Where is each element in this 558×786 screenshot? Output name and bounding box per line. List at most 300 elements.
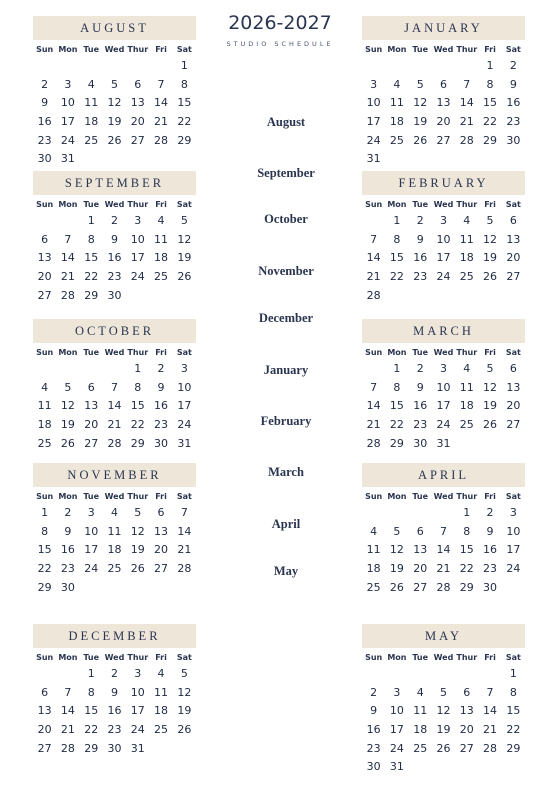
weekday-label: Sat — [505, 653, 521, 662]
day-cell: 29 — [84, 288, 99, 302]
weekday-header — [362, 653, 525, 662]
week-row — [362, 579, 525, 598]
day-cell — [126, 287, 149, 306]
day-cell — [362, 360, 385, 379]
day-cell: 27 — [506, 418, 521, 432]
day-cell — [362, 665, 385, 684]
week-row — [33, 249, 196, 268]
day-cell: 17 — [84, 543, 99, 557]
month-grid — [33, 665, 196, 758]
day-cell: 31 — [436, 436, 451, 450]
week-row — [362, 684, 525, 703]
weekday-label: Fri — [155, 348, 167, 357]
day-cell: 26 — [107, 133, 122, 147]
day-cell: 18 — [154, 704, 169, 718]
weekday-label: Tue — [83, 200, 100, 209]
day-cell: 4 — [370, 524, 378, 538]
month-header: AUGUST — [33, 16, 196, 40]
day-cell: 19 — [483, 251, 498, 265]
day-cell: 4 — [416, 685, 424, 699]
day-cell: 17 — [506, 543, 521, 557]
day-cell: 30 — [366, 760, 381, 774]
day-cell: 27 — [130, 133, 145, 147]
day-cell: 23 — [413, 418, 428, 432]
week-row — [362, 113, 525, 132]
day-cell: 22 — [459, 562, 474, 576]
day-cell — [56, 360, 79, 379]
day-cell: 23 — [107, 723, 122, 737]
weekday-label: Thur — [127, 653, 149, 662]
day-cell: 9 — [486, 524, 494, 538]
day-cell: 14 — [366, 399, 381, 413]
day-cell — [478, 435, 501, 454]
schedule-item-february: February — [260, 414, 312, 428]
day-cell: 19 — [107, 115, 122, 129]
weekday-label: Thur — [456, 200, 478, 209]
day-cell: 3 — [134, 214, 142, 227]
day-cell: 2 — [41, 77, 49, 91]
day-cell: 11 — [459, 232, 474, 246]
day-cell: 12 — [483, 380, 498, 394]
day-cell: 25 — [459, 270, 474, 284]
day-cell: 1 — [180, 59, 188, 72]
day-cell — [362, 504, 385, 523]
day-cell: 10 — [436, 380, 451, 394]
week-row — [33, 268, 196, 287]
weekday-label: Mon — [58, 45, 78, 54]
day-cell — [478, 287, 501, 306]
month-header: MAY — [362, 624, 525, 648]
day-cell — [385, 150, 408, 169]
day-cell: 25 — [366, 580, 381, 594]
day-cell: 7 — [110, 380, 118, 394]
week-row — [33, 684, 196, 703]
day-cell — [149, 740, 172, 759]
day-cell: 12 — [107, 96, 122, 110]
day-cell: 28 — [107, 436, 122, 450]
week-row — [33, 523, 196, 542]
week-row — [362, 397, 525, 416]
day-cell — [362, 212, 385, 231]
day-cell: 27 — [37, 288, 52, 302]
weekday-label: Fri — [155, 653, 167, 662]
day-cell — [502, 150, 525, 169]
week-row — [362, 94, 525, 113]
day-cell: 30 — [37, 152, 52, 166]
month-header: JANUARY — [362, 16, 525, 40]
day-cell: 24 — [60, 133, 75, 147]
day-cell: 6 — [463, 685, 471, 699]
weekday-label: Fri — [484, 492, 496, 501]
weekday-label: Thur — [127, 200, 149, 209]
day-cell — [385, 287, 408, 306]
day-cell: 30 — [107, 288, 122, 302]
day-cell: 9 — [110, 685, 118, 699]
day-cell: 18 — [389, 115, 404, 129]
day-cell: 15 — [506, 704, 521, 718]
day-cell: 26 — [436, 741, 451, 755]
day-cell: 25 — [413, 741, 428, 755]
day-cell: 16 — [107, 704, 122, 718]
day-cell: 12 — [413, 96, 428, 110]
day-cell: 20 — [413, 562, 428, 576]
day-cell — [409, 504, 432, 523]
day-cell: 8 — [87, 685, 95, 699]
weekday-label: Sat — [505, 200, 521, 209]
day-cell: 8 — [393, 380, 401, 394]
day-cell: 17 — [130, 251, 145, 265]
week-row — [33, 132, 196, 151]
day-cell: 3 — [439, 362, 447, 375]
day-cell: 20 — [37, 270, 52, 284]
day-cell — [478, 150, 501, 169]
week-row — [33, 579, 196, 598]
week-row — [33, 287, 196, 306]
day-cell — [409, 758, 432, 777]
day-cell: 1 — [41, 506, 49, 519]
weekday-label: Sun — [365, 45, 383, 54]
day-cell — [409, 665, 432, 684]
day-cell: 5 — [486, 362, 494, 375]
weekday-label: Sun — [36, 492, 54, 501]
weekday-label: Sun — [36, 200, 54, 209]
day-cell: 1 — [134, 362, 142, 375]
week-row — [362, 435, 525, 454]
day-cell — [385, 665, 408, 684]
day-cell: 10 — [366, 96, 381, 110]
week-row — [362, 758, 525, 777]
month-header: DECEMBER — [33, 624, 196, 648]
day-cell: 25 — [84, 133, 99, 147]
day-cell: 27 — [459, 741, 474, 755]
weekday-label: Thur — [456, 348, 478, 357]
day-cell: 11 — [154, 232, 169, 246]
day-cell: 7 — [486, 685, 494, 699]
day-cell: 5 — [439, 685, 447, 699]
day-cell: 30 — [107, 741, 122, 755]
calendar-december — [33, 624, 196, 758]
day-cell: 26 — [413, 133, 428, 147]
week-row — [33, 740, 196, 759]
day-cell: 3 — [393, 685, 401, 699]
day-cell — [33, 57, 56, 76]
day-cell: 5 — [134, 506, 142, 519]
weekday-label: Mon — [58, 492, 78, 501]
week-row — [33, 360, 196, 379]
day-cell — [455, 57, 478, 76]
week-row — [33, 57, 196, 76]
weekday-label: Sun — [36, 348, 54, 357]
day-cell — [103, 360, 126, 379]
day-cell: 23 — [413, 270, 428, 284]
day-cell: 29 — [84, 741, 99, 755]
day-cell: 9 — [416, 232, 424, 246]
weekday-label: Mon — [387, 45, 407, 54]
week-row — [362, 665, 525, 684]
day-cell: 19 — [483, 399, 498, 413]
day-cell: 15 — [84, 251, 99, 265]
week-row — [33, 231, 196, 250]
day-cell: 1 — [509, 667, 517, 680]
day-cell: 11 — [413, 704, 428, 718]
calendar-november — [33, 463, 196, 597]
week-row — [33, 702, 196, 721]
day-cell: 30 — [154, 436, 169, 450]
day-cell: 25 — [107, 562, 122, 576]
day-cell: 1 — [393, 214, 401, 227]
day-cell — [478, 665, 501, 684]
weekday-label: Thur — [127, 348, 149, 357]
weekday-label: Mon — [58, 348, 78, 357]
day-cell: 13 — [413, 543, 428, 557]
schedule-item-may: May — [273, 564, 299, 578]
day-cell: 23 — [60, 562, 75, 576]
day-cell: 20 — [130, 115, 145, 129]
weekday-label: Tue — [83, 45, 100, 54]
day-cell: 4 — [393, 77, 401, 91]
day-cell: 31 — [60, 152, 75, 166]
day-cell: 16 — [413, 251, 428, 265]
day-cell: 18 — [366, 562, 381, 576]
calendar-october — [33, 319, 196, 453]
day-cell: 17 — [60, 115, 75, 129]
day-cell: 15 — [37, 543, 52, 557]
day-cell: 24 — [366, 133, 381, 147]
week-row — [33, 113, 196, 132]
day-cell — [455, 758, 478, 777]
day-cell: 27 — [84, 436, 99, 450]
week-row — [362, 287, 525, 306]
day-cell: 19 — [130, 543, 145, 557]
weekday-header — [362, 200, 525, 209]
day-cell: 24 — [506, 562, 521, 576]
weekday-label: Sun — [365, 348, 383, 357]
day-cell: 28 — [366, 436, 381, 450]
day-cell: 21 — [154, 115, 169, 129]
day-cell — [502, 579, 525, 598]
day-cell: 31 — [389, 760, 404, 774]
week-row — [362, 212, 525, 231]
day-cell: 10 — [84, 524, 99, 538]
day-cell: 27 — [154, 562, 169, 576]
weekday-label: Sat — [176, 200, 192, 209]
day-cell: 13 — [506, 380, 521, 394]
schedule-item-october: October — [264, 212, 308, 226]
day-cell — [502, 435, 525, 454]
day-cell: 21 — [366, 418, 381, 432]
day-cell: 10 — [436, 232, 451, 246]
day-cell: 4 — [110, 506, 118, 519]
day-cell: 15 — [130, 399, 145, 413]
day-cell: 11 — [154, 685, 169, 699]
weekday-header — [33, 45, 196, 54]
day-cell: 7 — [180, 506, 188, 519]
day-cell — [33, 212, 56, 231]
day-cell — [432, 150, 455, 169]
weekday-header — [33, 348, 196, 357]
day-cell: 18 — [37, 418, 52, 432]
weekday-label: Wed — [433, 45, 454, 54]
day-cell — [149, 579, 172, 598]
day-cell — [432, 57, 455, 76]
week-row — [362, 360, 525, 379]
day-cell: 22 — [84, 723, 99, 737]
week-row — [362, 76, 525, 95]
weekday-label: Wed — [433, 653, 454, 662]
day-cell: 12 — [436, 704, 451, 718]
day-cell: 11 — [107, 524, 122, 538]
month-grid — [362, 212, 525, 305]
day-cell: 17 — [366, 115, 381, 129]
day-cell — [173, 579, 196, 598]
day-cell — [56, 57, 79, 76]
week-row — [362, 541, 525, 560]
day-cell — [103, 579, 126, 598]
day-cell: 28 — [60, 288, 75, 302]
day-cell: 4 — [463, 214, 471, 227]
day-cell: 11 — [37, 399, 52, 413]
week-row — [33, 150, 196, 169]
day-cell: 12 — [177, 685, 192, 699]
day-cell: 17 — [389, 723, 404, 737]
schedule-item-november: November — [258, 264, 314, 278]
day-cell — [173, 287, 196, 306]
day-cell: 18 — [459, 399, 474, 413]
day-cell: 19 — [389, 562, 404, 576]
day-cell: 19 — [413, 115, 428, 129]
day-cell: 14 — [483, 704, 498, 718]
month-grid — [33, 360, 196, 453]
day-cell — [455, 665, 478, 684]
day-cell: 15 — [483, 96, 498, 110]
weekday-label: Tue — [412, 653, 429, 662]
day-cell — [149, 150, 172, 169]
day-cell: 14 — [60, 704, 75, 718]
weekday-label: Sat — [505, 348, 521, 357]
day-cell: 25 — [389, 133, 404, 147]
month-grid — [33, 57, 196, 169]
day-cell: 7 — [157, 77, 165, 91]
day-cell: 28 — [154, 133, 169, 147]
day-cell: 19 — [60, 418, 75, 432]
day-cell: 17 — [177, 399, 192, 413]
day-cell: 22 — [130, 418, 145, 432]
day-cell: 8 — [180, 77, 188, 91]
day-cell — [56, 665, 79, 684]
day-cell: 18 — [459, 251, 474, 265]
day-cell — [432, 504, 455, 523]
day-cell: 21 — [177, 543, 192, 557]
day-cell: 28 — [366, 288, 381, 302]
day-cell: 26 — [177, 723, 192, 737]
day-cell: 2 — [486, 506, 494, 519]
day-cell: 22 — [37, 562, 52, 576]
week-row — [362, 249, 525, 268]
day-cell: 14 — [107, 399, 122, 413]
day-cell: 16 — [60, 543, 75, 557]
weekday-header — [362, 348, 525, 357]
day-cell — [126, 579, 149, 598]
day-cell: 23 — [483, 562, 498, 576]
day-cell: 23 — [506, 115, 521, 129]
day-cell: 22 — [389, 270, 404, 284]
day-cell: 6 — [157, 506, 165, 519]
day-cell: 14 — [459, 96, 474, 110]
day-cell: 22 — [84, 270, 99, 284]
calendar-february — [362, 171, 525, 305]
day-cell: 27 — [436, 133, 451, 147]
weekday-label: Fri — [484, 653, 496, 662]
day-cell: 24 — [84, 562, 99, 576]
day-cell: 2 — [370, 685, 378, 699]
day-cell: 6 — [439, 77, 447, 91]
weekday-label: Wed — [433, 348, 454, 357]
day-cell: 9 — [370, 704, 378, 718]
day-cell — [80, 360, 103, 379]
week-row — [362, 150, 525, 169]
day-cell: 6 — [509, 214, 517, 227]
month-grid — [362, 504, 525, 597]
day-cell: 21 — [436, 562, 451, 576]
weekday-label: Wed — [104, 492, 125, 501]
day-cell: 10 — [130, 685, 145, 699]
schedule-item-march: March — [268, 465, 304, 479]
schedule-item-september: September — [257, 166, 315, 180]
day-cell: 9 — [41, 96, 49, 110]
day-cell: 15 — [459, 543, 474, 557]
day-cell: 4 — [157, 214, 165, 227]
day-cell — [80, 150, 103, 169]
calendar-may — [362, 624, 525, 777]
weekday-label: Tue — [83, 492, 100, 501]
schedule-item-december: December — [258, 311, 314, 325]
week-row — [33, 435, 196, 454]
day-cell: 2 — [110, 667, 118, 680]
weekday-label: Wed — [104, 653, 125, 662]
week-row — [33, 94, 196, 113]
week-row — [362, 560, 525, 579]
calendar-march — [362, 319, 525, 453]
day-cell: 3 — [64, 77, 72, 91]
day-cell: 16 — [154, 399, 169, 413]
day-cell — [103, 150, 126, 169]
day-cell: 3 — [180, 362, 188, 375]
day-cell: 6 — [41, 232, 49, 246]
day-cell: 18 — [413, 723, 428, 737]
day-cell: 25 — [154, 270, 169, 284]
weekday-label: Tue — [83, 653, 100, 662]
day-cell: 18 — [154, 251, 169, 265]
day-cell: 13 — [506, 232, 521, 246]
day-cell: 8 — [41, 524, 49, 538]
week-row — [33, 721, 196, 740]
day-cell: 21 — [459, 115, 474, 129]
weekday-label: Sun — [365, 492, 383, 501]
day-cell — [33, 665, 56, 684]
page-title: 2026-2027 — [228, 12, 332, 34]
weekday-header — [33, 200, 196, 209]
week-row — [33, 665, 196, 684]
weekday-label: Sat — [505, 492, 521, 501]
day-cell: 7 — [463, 77, 471, 91]
day-cell: 16 — [107, 251, 122, 265]
day-cell: 9 — [509, 77, 517, 91]
day-cell: 20 — [506, 399, 521, 413]
day-cell: 1 — [486, 59, 494, 72]
week-row — [33, 212, 196, 231]
day-cell: 14 — [60, 251, 75, 265]
day-cell — [502, 287, 525, 306]
